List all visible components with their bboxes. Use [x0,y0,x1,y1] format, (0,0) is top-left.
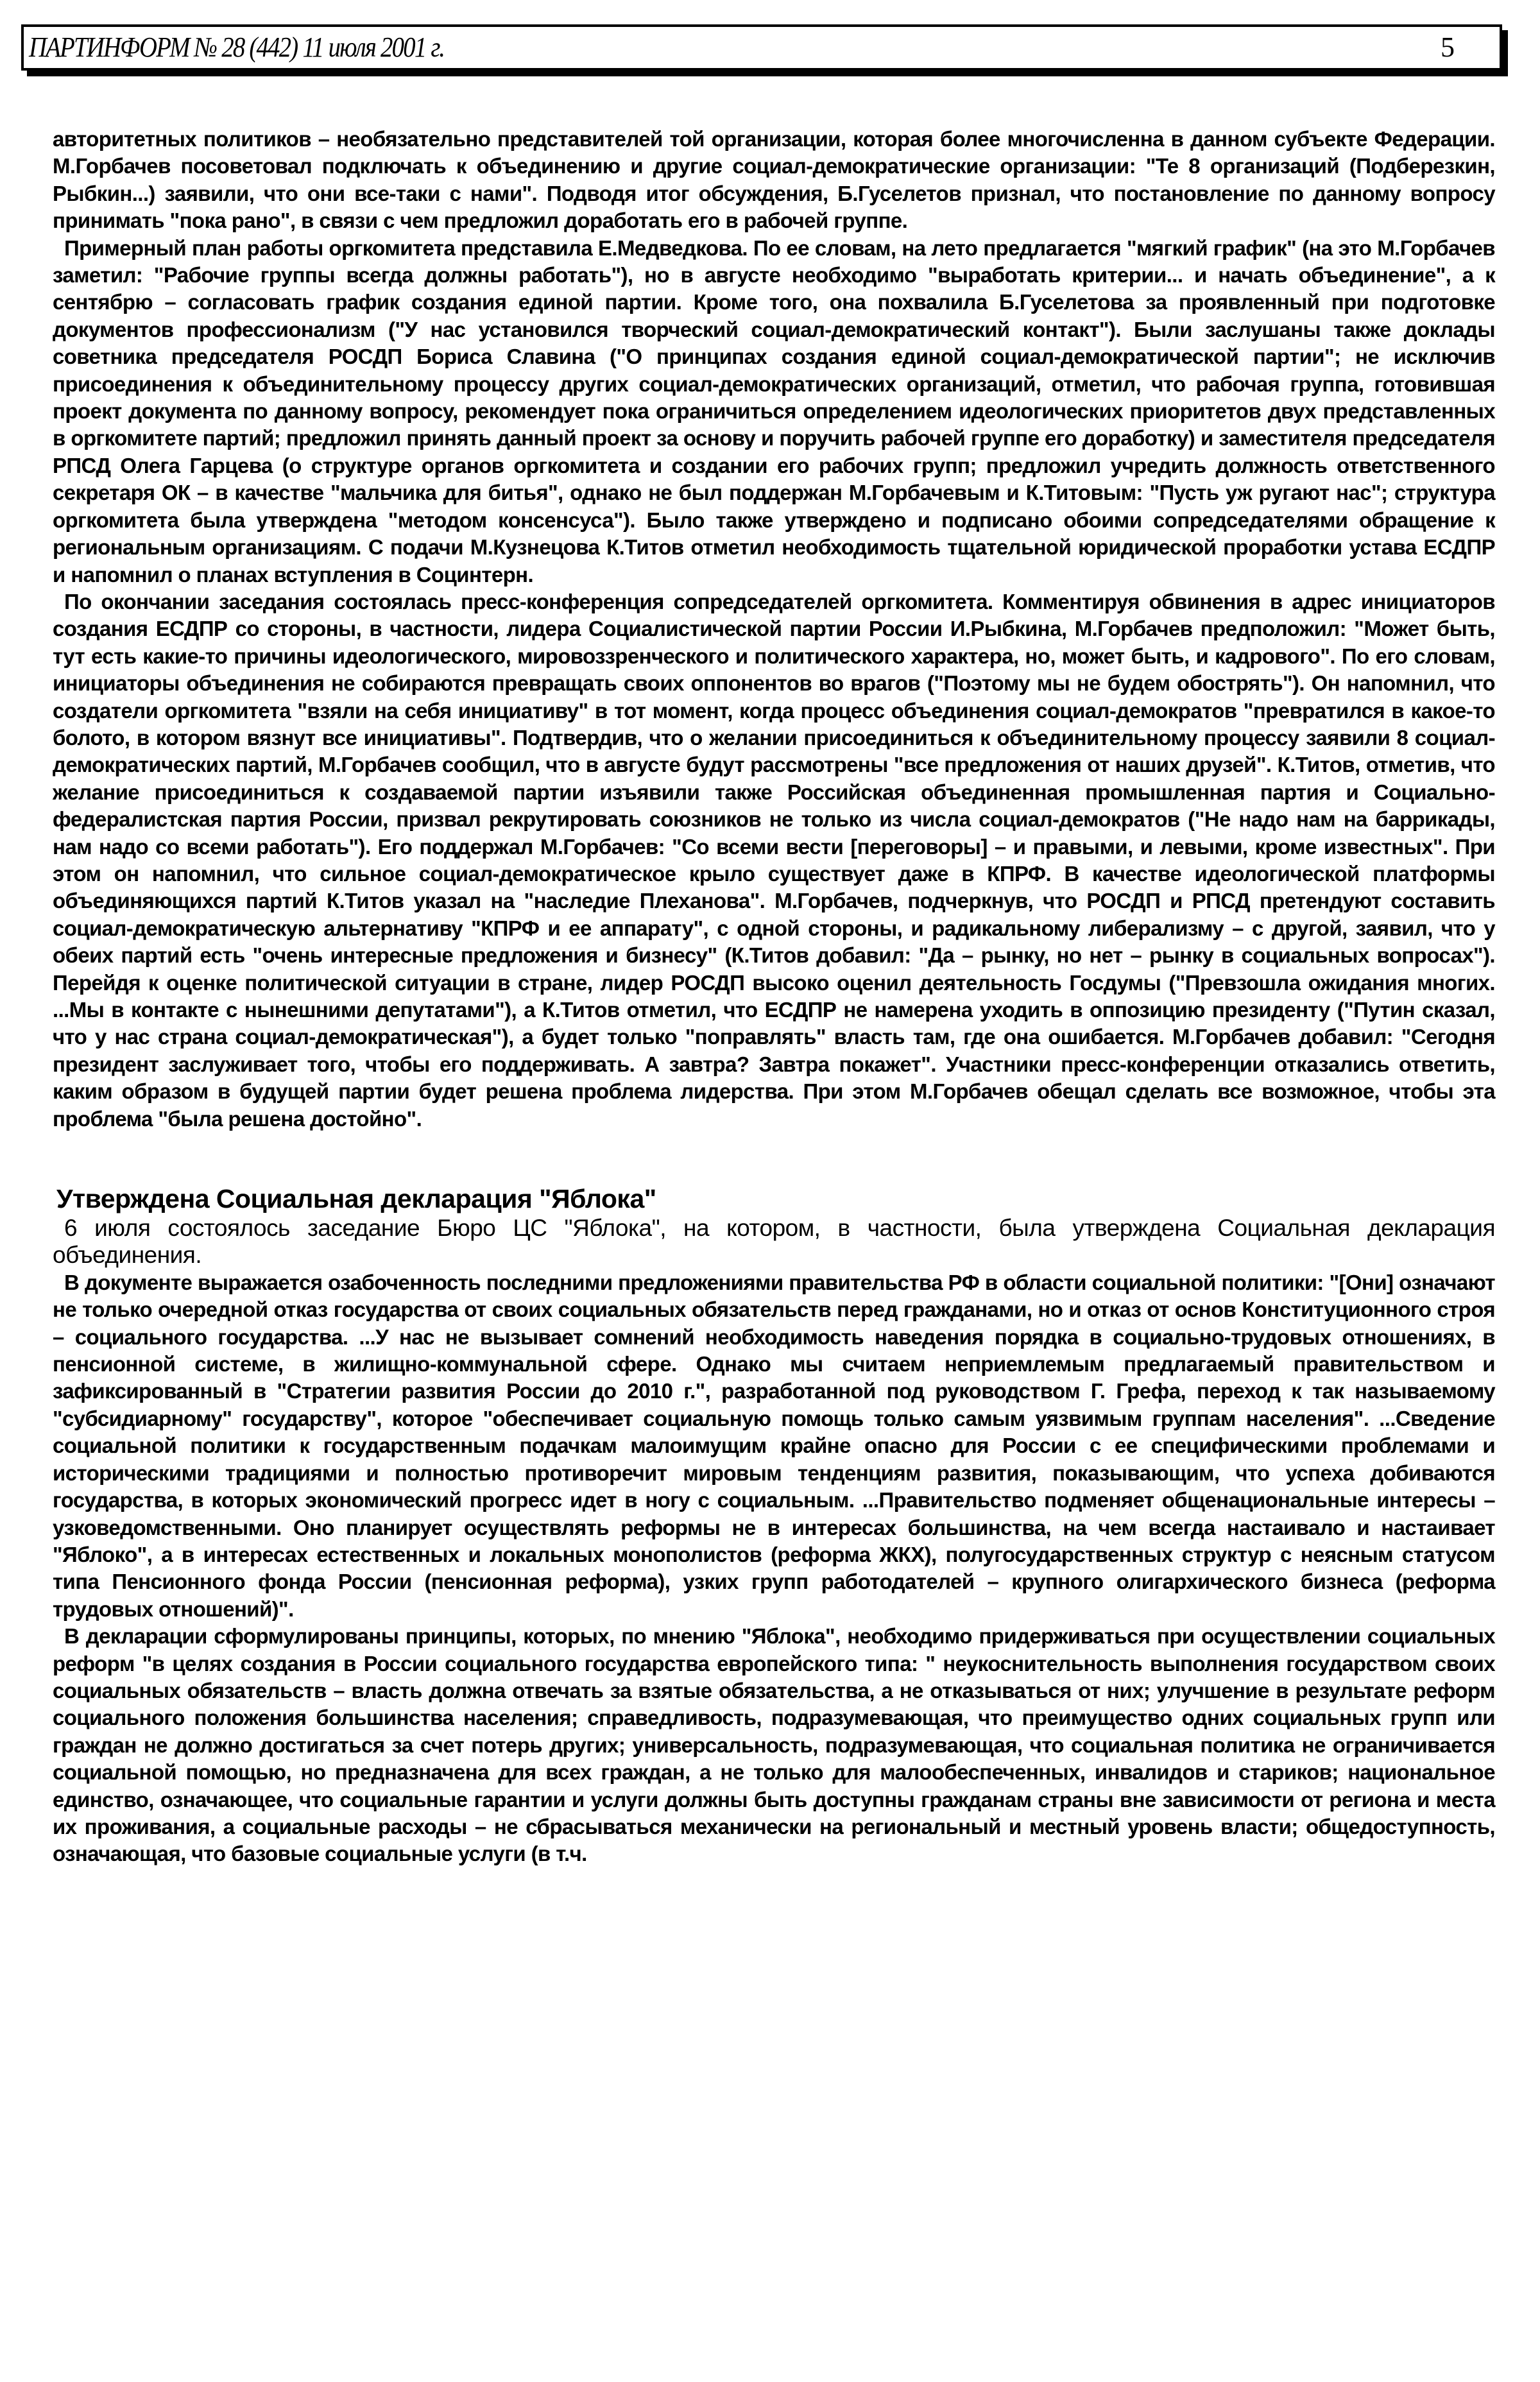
article-headline: Утверждена Социальная декларация "Яблока" [56,1184,656,1214]
article-paragraph: Примерный план работы оргкомитета представила Е.Медведкова. По ее словам, на лето предлагается "мягкий график" (на это М.Горбачев заметил: "Рабочие группы всегда должны работать"), но в августе необходимо "выработать критерии... и начать объединение", а к сентябрю – согласовать график создания единой партии. Кроме того, она похвалила Б.Гуселетова за проявленный при подготовке документов профессионализм ("У нас установился творческий социал-демократический контакт"). Были заслушаны также доклады советника председателя РОСДП Бориса Славина ("О принципах создания единой социал-демократической партии"; не исключив присоединения к объединительному процессу других социал-демократических организаций, отметил, что рабочая группа, готовившая проект документа по данному вопросу, рекомендует пока ограничиться определением идеологических приоритетов двух представленных в оргкомитете партий; предложил принять данный проект за основу и поручить рабочей группе его доработку) и заместителя председателя РПСД Олега Гарцева (о структуре органов оргкомитета и создании его рабочих групп; предложил учредить должность ответственного секретаря ОК – в качестве "мальчика для битья", однако не был поддержан М.Горбачевым и К.Титовым: "Пусть уж ругают нас"; структура оргкомитета была утверждена "методом консенсуса"). Было также утверждено и подписано обоими сопредседателями обращение к региональным организациям. С подачи М.Кузнецова К.Титов отметил необходимость тщательной юридической проработки устава ЕСДПР и напомнил о планах вступления в Социнтерн. [53,236,1495,587]
article-paragraph: По окончании заседания состоялась пресс-конференция сопредседателей оргкомитета. Комментируя обвинения в адрес инициаторов создания ЕСДПР со стороны, в частности, лидера Социалистической партии России И.Рыбкина, М.Горбачев предположил: "Может быть, тут есть какие-то причины идеологического, мировоззренческого и политического характера, но, может быть, и кадрового". По его словам, инициаторы объединения не собираются превращать своих оппонентов во врагов ("Поэтому мы не будем обострять"). Он напомнил, что создатели оргкомитета "взяли на себя инициативу" в тот момент, когда процесс объединения социал-демократов "превратился в какое-то болото, в котором вязнут все инициативы". Подтвердив, что о желании присоединиться к объединительному процессу заявили 8 социал-демократических партий, М.Горбачев сообщил, что в августе будут рассмотрены "все предложения от наших друзей". К.Титов, отметив, что желание присоединиться к создаваемой партии изъявили также Российская объединенная промышленная партия и Социально-федералистская партия России, призвал рекрутировать союзников не только из числа социал-демократов ("Не надо нам на баррикады, нам надо со всеми работать"). Его поддержал М.Горбачев: "Со всеми вести [переговоры] – и правыми, и левыми, кроме известных". При этом он напомнил, что сильное социал-демократическое крыло существует даже в КПРФ. В качестве идеологической платформы объединяющихся партий К.Титов указал на "наследие Плеханова". М.Горбачев, подчеркнув, что РОСДП и РПСД претендуют составить социал-демократическую альтернативу "КПРФ и ее аппарату", с одной стороны, и радикальному либерализму – с другой, заявил, что у обеих партий есть "очень интересные предложения и бизнесу" (К.Титов добавил: "Да – рынку, но нет – рынку в социальных вопросах"). Перейдя к оценке политической ситуации в стране, лидер РОСДП высоко оценил деятельность Госдумы ("Превзошла ожидания многих. ...Мы в контакте с нынешними депутатами"), а К.Титов отметил, что ЕСДПР не намерена уходить в оппозицию президенту ("Путин сказал, что у нас страна социал-демократическая"), а будет только "поправлять" власть там, где она ошибается. М.Горбачев добавил: "Сегодня президент заслуживает того, чтобы его поддерживать. А завтра? Завтра покажет". Участники пресс-конференции отказались ответить, каким образом в будущей партии будет решена проблема лидерства. При этом М.Горбачев обещал сделать все возможное, чтобы эта проблема "была решена достойно". [53,589,1495,1131]
article-paragraph: В декларации сформулированы принципы, которых, по мнению "Яблока", необходимо придерживаться при осуществлении социальных реформ "в целях создания в России социального государства европейского типа: " неукоснительность выполнения государством своих социальных обязательств – власть должна отвечать за взятые обязательства, а не отказываться от них; улучшение в результате реформ социального положения большинства населения; справедливость, подразумевающая, что преимущество одних социальных групп или граждан не должно достигаться за счет потерь других; универсальность, подразумевающая, что социальная политика не ограничивается социальной помощью, но предназначена для всех граждан, а не только для малообеспеченных, инвалидов и стариков; национальное единство, означающее, что социальные гарантии и услуги должны быть доступны гражданам страны вне зависимости от региона и места их проживания, а социальные расходы – не сбрасываться механически на региональный и местный уровень власти; общедоступность, означающая, что базовые социальные услуги (в т.ч. [53,1624,1495,1866]
article-paragraph: В документе выражается озабоченность последними предложениями правительства РФ в области социальной политики: "[Они] означают не только очередной отказ государства от своих социальных обязательств перед гражданами, но и отказ от основ Конституционного строя – социального государства. ...У нас не вызывает сомнений необходимость наведения порядка в социально-трудовых отношениях, в пенсионной системе, в жилищно-коммунальной сфере. Однако мы считаем неприемлемым предлагаемый правительством и зафиксированный в "Стратегии развития России до 2010 г.", разработанной под руководством Г. Грефа, переход к так называемому "субсидиарному" государству", которое "обеспечивает социальную помощь только самым уязвимым группам населения". ...Сведение социальной политики к государственным подачкам малоимущим крайне опасно для России с ее специфическими проблемами и историческими традициями и полностью противоречит мировым тенденциям развития, показывающим, что успеха добиваются государства, в которых экономический прогресс идет в ногу с социальным. ...Правительство подменяет общенациональные интересы – узковедомственными. Оно планирует осуществлять реформы не в интересах большинства, на чем всегда настаивало и настаивает "Яблоко", а в интересах естественных и локальных монополистов (реформа ЖКХ), полугосударственных структур с неясным статусом типа Пенсионного фонда России (пенсионная реформа), узких групп работодателей – крупного олигархического бизнеса (реформа трудовых отношений)". [53,1270,1495,1621]
page-number: 5 [1441,31,1455,63]
page-body [53,126,1495,1868]
article-lead: 6 июля состоялось заседание Бюро ЦС "Яблока", на котором, в частности, была утверждена Социальная декларация объединения. [53,1215,1495,1269]
article-paragraph: авторитетных политиков – необязательно представителей той организации, которая более многочисленна в данном субъекте Федерации. М.Горбачев посоветовал подключать к объединению и другие социал-демократические организации: "Те 8 организаций (Подберезкин, Рыбкин...) заявили, что они все-таки с нами". Подводя итог обсуждения, Б.Гуселетов признал, что постановление по данному вопросу принимать "пока рано", в связи с чем предложил доработать его в рабочей группе. [53,127,1495,233]
publication-title: ПАРТИНФОРМ № 28 (442) 11 июля 2001 г. [29,31,445,63]
page-header [21,24,1502,71]
